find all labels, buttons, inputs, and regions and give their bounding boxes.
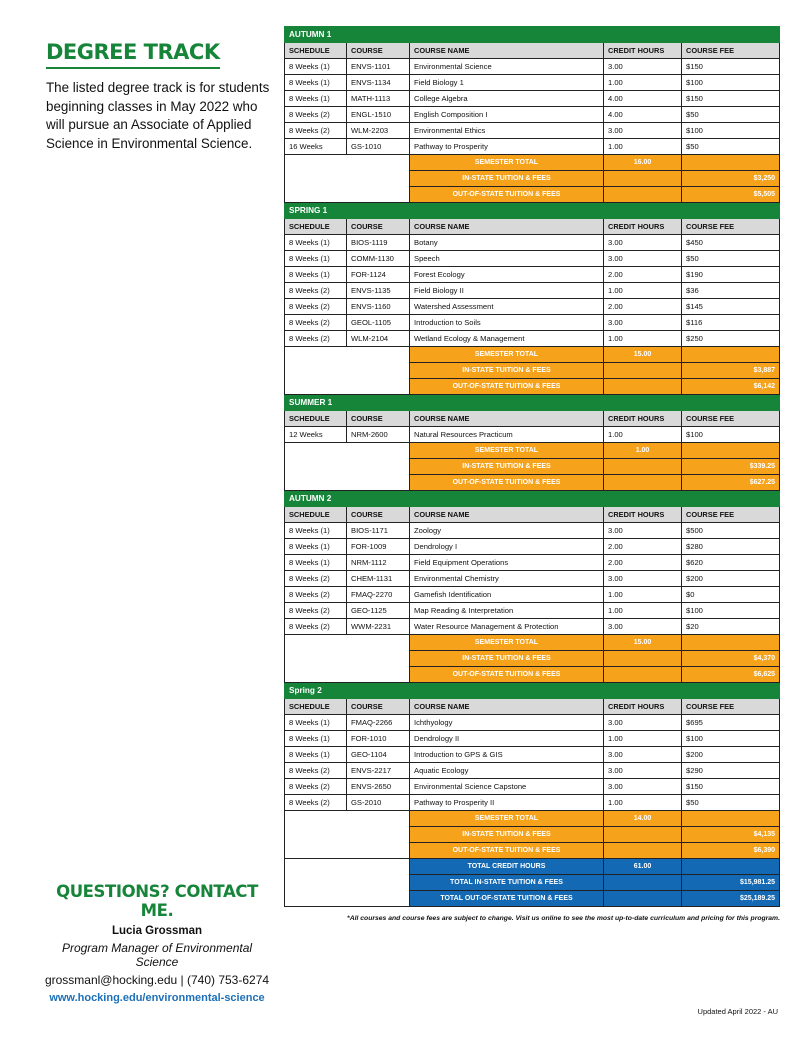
column-header-course-fee: COURSE FEE	[682, 411, 780, 427]
course-row	[285, 763, 780, 779]
contact-email-phone[interactable]: grossmanl@hocking.edu | (740) 753-6274	[44, 973, 270, 987]
column-header-credit-hours: CREDIT HOURS	[604, 219, 682, 235]
course-credit-hours: 3.00	[604, 747, 682, 763]
course-course-fee: $145	[682, 299, 780, 315]
course-course-name: College Algebra	[410, 91, 604, 107]
contact-title: QUESTIONS? CONTACT ME.	[56, 882, 258, 920]
course-row	[285, 603, 780, 619]
course-course-fee: $280	[682, 539, 780, 555]
total-out-of-state-tuition-label: TOTAL OUT-OF-STATE TUITION & FEES	[410, 891, 604, 907]
out-of-state-tuition-label: OUT-OF-STATE TUITION & FEES	[410, 187, 604, 203]
course-course-fee: $695	[682, 715, 780, 731]
course-row	[285, 427, 780, 443]
column-header-row	[285, 219, 780, 235]
course-row	[285, 619, 780, 635]
course-credit-hours: 3.00	[604, 59, 682, 75]
course-row	[285, 523, 780, 539]
in-state-tuition-hours-empty	[604, 363, 682, 379]
course-credit-hours: 3.00	[604, 315, 682, 331]
course-schedule: 8 Weeks (2)	[285, 795, 347, 811]
course-course: ENVS-1135	[347, 283, 410, 299]
column-header-course-name: COURSE NAME	[410, 411, 604, 427]
semester-total-fee-empty	[682, 443, 780, 459]
course-course-fee: $100	[682, 123, 780, 139]
course-row	[285, 299, 780, 315]
course-course-fee: $36	[682, 283, 780, 299]
course-credit-hours: 1.00	[604, 427, 682, 443]
column-header-course-fee: COURSE FEE	[682, 507, 780, 523]
contact-panel	[44, 882, 270, 1004]
course-schedule: 8 Weeks (1)	[285, 715, 347, 731]
course-credit-hours: 2.00	[604, 539, 682, 555]
semester-header-row	[285, 491, 780, 507]
semester-total-value: 15.00	[604, 635, 682, 651]
semester-total-value: 16.00	[604, 155, 682, 171]
course-schedule: 8 Weeks (1)	[285, 555, 347, 571]
course-credit-hours: 4.00	[604, 91, 682, 107]
course-course-fee: $290	[682, 763, 780, 779]
course-schedule: 8 Weeks (1)	[285, 731, 347, 747]
course-course-name: Environmental Science Capstone	[410, 779, 604, 795]
semester-total-row	[285, 347, 780, 363]
course-credit-hours: 1.00	[604, 75, 682, 91]
course-row	[285, 747, 780, 763]
course-course-name: Watershed Assessment	[410, 299, 604, 315]
course-credit-hours: 3.00	[604, 251, 682, 267]
course-credit-hours: 3.00	[604, 123, 682, 139]
column-header-row	[285, 699, 780, 715]
course-course-name: Forest Ecology	[410, 267, 604, 283]
course-row	[285, 587, 780, 603]
course-course-fee: $200	[682, 571, 780, 587]
out-of-state-tuition-hours-empty	[604, 475, 682, 491]
course-credit-hours: 3.00	[604, 715, 682, 731]
course-course: GEO-1125	[347, 603, 410, 619]
contact-role: Program Manager of Environmental Science	[61, 941, 253, 969]
column-header-course: COURSE	[347, 43, 410, 59]
course-course-name: Speech	[410, 251, 604, 267]
semester-total-label: SEMESTER TOTAL	[410, 347, 604, 363]
semester-total-row	[285, 635, 780, 651]
out-of-state-tuition-label: OUT-OF-STATE TUITION & FEES	[410, 843, 604, 859]
course-schedule: 8 Weeks (2)	[285, 571, 347, 587]
summary-spacer	[285, 443, 410, 491]
course-course-fee: $50	[682, 107, 780, 123]
course-course-name: Field Biology II	[410, 283, 604, 299]
course-course-name: Ichthyology	[410, 715, 604, 731]
semester-total-row	[285, 811, 780, 827]
course-course-fee: $100	[682, 427, 780, 443]
course-credit-hours: 1.00	[604, 139, 682, 155]
column-header-course: COURSE	[347, 699, 410, 715]
in-state-tuition-label: IN-STATE TUITION & FEES	[410, 827, 604, 843]
course-row	[285, 251, 780, 267]
course-row	[285, 75, 780, 91]
course-credit-hours: 1.00	[604, 283, 682, 299]
course-credit-hours: 3.00	[604, 571, 682, 587]
course-course-fee: $50	[682, 795, 780, 811]
totals-spacer	[285, 859, 410, 907]
course-credit-hours: 2.00	[604, 555, 682, 571]
course-course-name: Pathway to Prosperity	[410, 139, 604, 155]
course-row	[285, 315, 780, 331]
course-course-name: Introduction to Soils	[410, 315, 604, 331]
course-course-name: Pathway to Prosperity II	[410, 795, 604, 811]
course-credit-hours: 1.00	[604, 587, 682, 603]
semester-total-row	[285, 155, 780, 171]
total-credit-hours-label: TOTAL CREDIT HOURS	[410, 859, 604, 875]
in-state-tuition-hours-empty	[604, 651, 682, 667]
column-header-schedule: SCHEDULE	[285, 411, 347, 427]
out-of-state-tuition-value: $627.25	[682, 475, 780, 491]
total-credit-hours-value: 61.00	[604, 859, 682, 875]
course-schedule: 8 Weeks (1)	[285, 251, 347, 267]
course-row	[285, 539, 780, 555]
course-course-fee: $250	[682, 331, 780, 347]
course-credit-hours: 2.00	[604, 299, 682, 315]
course-course: FMAQ-2270	[347, 587, 410, 603]
semester-total-label: SEMESTER TOTAL	[410, 443, 604, 459]
course-course: FMAQ-2266	[347, 715, 410, 731]
column-header-course: COURSE	[347, 219, 410, 235]
course-row	[285, 59, 780, 75]
in-state-tuition-label: IN-STATE TUITION & FEES	[410, 651, 604, 667]
semester-total-value: 15.00	[604, 347, 682, 363]
column-header-row	[285, 43, 780, 59]
course-schedule: 8 Weeks (1)	[285, 267, 347, 283]
course-credit-hours: 1.00	[604, 795, 682, 811]
total-out-of-state-tuition-value: $25,189.25	[682, 891, 780, 907]
column-header-row	[285, 507, 780, 523]
program-website-link[interactable]: www.hocking.edu/environmental-science	[49, 992, 265, 1004]
column-header-course-fee: COURSE FEE	[682, 219, 780, 235]
column-header-course: COURSE	[347, 507, 410, 523]
column-header-credit-hours: CREDIT HOURS	[604, 43, 682, 59]
semester-total-fee-empty	[682, 635, 780, 651]
course-credit-hours: 3.00	[604, 779, 682, 795]
course-schedule: 8 Weeks (1)	[285, 59, 347, 75]
course-course-fee: $20	[682, 619, 780, 635]
course-row	[285, 267, 780, 283]
semester-total-fee-empty	[682, 347, 780, 363]
course-course: GS-2010	[347, 795, 410, 811]
course-row	[285, 731, 780, 747]
course-schedule: 16 Weeks	[285, 139, 347, 155]
column-header-schedule: SCHEDULE	[285, 219, 347, 235]
out-of-state-tuition-value: $5,505	[682, 187, 780, 203]
course-course: BIOS-1119	[347, 235, 410, 251]
course-course-name: Botany	[410, 235, 604, 251]
column-header-course-fee: COURSE FEE	[682, 43, 780, 59]
semester-total-label: SEMESTER TOTAL	[410, 811, 604, 827]
total-in-state-tuition-value: $15,981.25	[682, 875, 780, 891]
course-course: NRM-2600	[347, 427, 410, 443]
column-header-course: COURSE	[347, 411, 410, 427]
course-course-name: Environmental Chemistry	[410, 571, 604, 587]
semester-name: AUTUMN 2	[285, 491, 780, 507]
course-course: FOR-1009	[347, 539, 410, 555]
out-of-state-tuition-label: OUT-OF-STATE TUITION & FEES	[410, 475, 604, 491]
course-course-fee: $190	[682, 267, 780, 283]
footnote: *All courses and course fees are subject to change. Visit us online to see the most up-to-date curriculum and pricing for this program.	[347, 915, 780, 922]
summary-spacer	[285, 635, 410, 683]
course-credit-hours: 2.00	[604, 267, 682, 283]
course-course: MATH-1113	[347, 91, 410, 107]
contact-name: Lucia Grossman	[111, 925, 203, 937]
semester-name: AUTUMN 1	[285, 27, 780, 43]
degree-schedule-table	[284, 26, 780, 907]
course-schedule: 8 Weeks (2)	[285, 299, 347, 315]
semester-total-label: SEMESTER TOTAL	[410, 155, 604, 171]
course-course-name: Natural Resources Practicum	[410, 427, 604, 443]
course-course: ENVS-1134	[347, 75, 410, 91]
in-state-tuition-label: IN-STATE TUITION & FEES	[410, 459, 604, 475]
course-course-fee: $100	[682, 603, 780, 619]
course-course: ENVS-1160	[347, 299, 410, 315]
summary-spacer	[285, 155, 410, 203]
course-credit-hours: 1.00	[604, 603, 682, 619]
in-state-tuition-hours-empty	[604, 827, 682, 843]
column-header-course-name: COURSE NAME	[410, 219, 604, 235]
semester-header-row	[285, 395, 780, 411]
course-schedule: 8 Weeks (2)	[285, 619, 347, 635]
course-row	[285, 107, 780, 123]
course-course: ENVS-2650	[347, 779, 410, 795]
in-state-tuition-value: $3,887	[682, 363, 780, 379]
course-course: BIOS-1171	[347, 523, 410, 539]
semester-header-row	[285, 683, 780, 699]
course-row	[285, 795, 780, 811]
course-schedule: 8 Weeks (2)	[285, 123, 347, 139]
course-course-name: Map Reading & Interpretation	[410, 603, 604, 619]
course-course-name: Field Biology 1	[410, 75, 604, 91]
course-course-name: Dendrology I	[410, 539, 604, 555]
column-header-credit-hours: CREDIT HOURS	[604, 411, 682, 427]
course-row	[285, 91, 780, 107]
course-course-name: English Composition I	[410, 107, 604, 123]
course-row	[285, 331, 780, 347]
out-of-state-tuition-hours-empty	[604, 187, 682, 203]
total-in-state-tuition-label: TOTAL IN-STATE TUITION & FEES	[410, 875, 604, 891]
summary-spacer	[285, 811, 410, 859]
total-out-of-state-tuition-hours-empty	[604, 891, 682, 907]
course-credit-hours: 3.00	[604, 235, 682, 251]
course-schedule: 8 Weeks (1)	[285, 91, 347, 107]
in-state-tuition-value: $4,370	[682, 651, 780, 667]
in-state-tuition-value: $4,135	[682, 827, 780, 843]
column-header-schedule: SCHEDULE	[285, 43, 347, 59]
course-course: ENVS-2217	[347, 763, 410, 779]
course-credit-hours: 3.00	[604, 763, 682, 779]
semester-header-row	[285, 203, 780, 219]
semester-name: Spring 2	[285, 683, 780, 699]
course-schedule: 8 Weeks (1)	[285, 75, 347, 91]
course-course: CHEM-1131	[347, 571, 410, 587]
total-in-state-tuition-hours-empty	[604, 875, 682, 891]
course-course-fee: $50	[682, 139, 780, 155]
updated-date: Updated April 2022 - AU	[697, 1007, 778, 1016]
in-state-tuition-hours-empty	[604, 171, 682, 187]
course-schedule: 8 Weeks (2)	[285, 587, 347, 603]
summary-spacer	[285, 347, 410, 395]
course-course: WWM-2231	[347, 619, 410, 635]
course-row	[285, 139, 780, 155]
course-schedule: 8 Weeks (1)	[285, 747, 347, 763]
in-state-tuition-value: $339.25	[682, 459, 780, 475]
out-of-state-tuition-hours-empty	[604, 843, 682, 859]
semester-total-label: SEMESTER TOTAL	[410, 635, 604, 651]
column-header-credit-hours: CREDIT HOURS	[604, 507, 682, 523]
course-row	[285, 283, 780, 299]
course-course: NRM-1112	[347, 555, 410, 571]
in-state-tuition-label: IN-STATE TUITION & FEES	[410, 363, 604, 379]
semester-total-value: 1.00	[604, 443, 682, 459]
course-schedule: 12 Weeks	[285, 427, 347, 443]
column-header-course-name: COURSE NAME	[410, 507, 604, 523]
course-course: GEOL-1105	[347, 315, 410, 331]
semester-total-fee-empty	[682, 155, 780, 171]
column-header-credit-hours: CREDIT HOURS	[604, 699, 682, 715]
course-course-name: Introduction to GPS & GIS	[410, 747, 604, 763]
course-course-fee: $50	[682, 251, 780, 267]
semester-total-row	[285, 443, 780, 459]
degree-track-intro: The listed degree track is for students beginning classes in May 2022 who will pursue an Associate of Applied Science in Environmental Science.	[46, 80, 270, 151]
course-course-fee: $450	[682, 235, 780, 251]
course-credit-hours: 1.00	[604, 331, 682, 347]
course-course-fee: $0	[682, 587, 780, 603]
out-of-state-tuition-value: $6,625	[682, 667, 780, 683]
course-course-fee: $100	[682, 75, 780, 91]
column-header-course-name: COURSE NAME	[410, 699, 604, 715]
out-of-state-tuition-value: $6,390	[682, 843, 780, 859]
course-course: FOR-1124	[347, 267, 410, 283]
course-course-name: Wetland Ecology & Management	[410, 331, 604, 347]
course-schedule: 8 Weeks (1)	[285, 539, 347, 555]
course-course-name: Zoology	[410, 523, 604, 539]
course-row	[285, 571, 780, 587]
out-of-state-tuition-label: OUT-OF-STATE TUITION & FEES	[410, 379, 604, 395]
course-schedule: 8 Weeks (2)	[285, 763, 347, 779]
course-course-fee: $150	[682, 779, 780, 795]
in-state-tuition-value: $3,250	[682, 171, 780, 187]
course-course: ENGL-1510	[347, 107, 410, 123]
in-state-tuition-label: IN-STATE TUITION & FEES	[410, 171, 604, 187]
course-row	[285, 715, 780, 731]
out-of-state-tuition-hours-empty	[604, 667, 682, 683]
course-course-fee: $200	[682, 747, 780, 763]
semester-header-row	[285, 27, 780, 43]
course-credit-hours: 3.00	[604, 619, 682, 635]
in-state-tuition-hours-empty	[604, 459, 682, 475]
course-course-fee: $150	[682, 59, 780, 75]
course-course-fee: $116	[682, 315, 780, 331]
course-course-fee: $620	[682, 555, 780, 571]
course-schedule: 8 Weeks (2)	[285, 331, 347, 347]
semester-name: SUMMER 1	[285, 395, 780, 411]
course-row	[285, 779, 780, 795]
total-credit-hours-fee-empty	[682, 859, 780, 875]
course-schedule: 8 Weeks (2)	[285, 779, 347, 795]
column-header-schedule: SCHEDULE	[285, 699, 347, 715]
course-row	[285, 555, 780, 571]
course-course: GEO-1104	[347, 747, 410, 763]
column-header-course-name: COURSE NAME	[410, 43, 604, 59]
column-header-row	[285, 411, 780, 427]
course-schedule: 8 Weeks (2)	[285, 107, 347, 123]
column-header-schedule: SCHEDULE	[285, 507, 347, 523]
out-of-state-tuition-label: OUT-OF-STATE TUITION & FEES	[410, 667, 604, 683]
semester-name: SPRING 1	[285, 203, 780, 219]
course-credit-hours: 3.00	[604, 523, 682, 539]
course-course: WLM-2104	[347, 331, 410, 347]
column-header-course-fee: COURSE FEE	[682, 699, 780, 715]
course-credit-hours: 4.00	[604, 107, 682, 123]
course-row	[285, 235, 780, 251]
course-course-name: Aquatic Ecology	[410, 763, 604, 779]
course-course: GS-1010	[347, 139, 410, 155]
course-course-name: Dendrology II	[410, 731, 604, 747]
semester-total-value: 14.00	[604, 811, 682, 827]
course-course-name: Environmental Science	[410, 59, 604, 75]
out-of-state-tuition-hours-empty	[604, 379, 682, 395]
course-schedule: 8 Weeks (2)	[285, 283, 347, 299]
course-course-fee: $500	[682, 523, 780, 539]
course-course: WLM-2203	[347, 123, 410, 139]
course-schedule: 8 Weeks (2)	[285, 315, 347, 331]
course-course-fee: $100	[682, 731, 780, 747]
degree-track-title: DEGREE TRACK	[46, 40, 220, 69]
out-of-state-tuition-value: $6,142	[682, 379, 780, 395]
semester-total-fee-empty	[682, 811, 780, 827]
course-row	[285, 123, 780, 139]
course-course: FOR-1010	[347, 731, 410, 747]
course-course-name: Gamefish Identification	[410, 587, 604, 603]
course-schedule: 8 Weeks (1)	[285, 523, 347, 539]
course-schedule: 8 Weeks (1)	[285, 235, 347, 251]
course-credit-hours: 1.00	[604, 731, 682, 747]
course-course-name: Environmental Ethics	[410, 123, 604, 139]
course-schedule: 8 Weeks (2)	[285, 603, 347, 619]
course-course-fee: $150	[682, 91, 780, 107]
total-credit-hours-row	[285, 859, 780, 875]
course-course-name: Water Resource Management & Protection	[410, 619, 604, 635]
degree-track-panel	[46, 40, 278, 153]
course-course-name: Field Equipment Operations	[410, 555, 604, 571]
course-course: COMM-1130	[347, 251, 410, 267]
course-course: ENVS-1101	[347, 59, 410, 75]
